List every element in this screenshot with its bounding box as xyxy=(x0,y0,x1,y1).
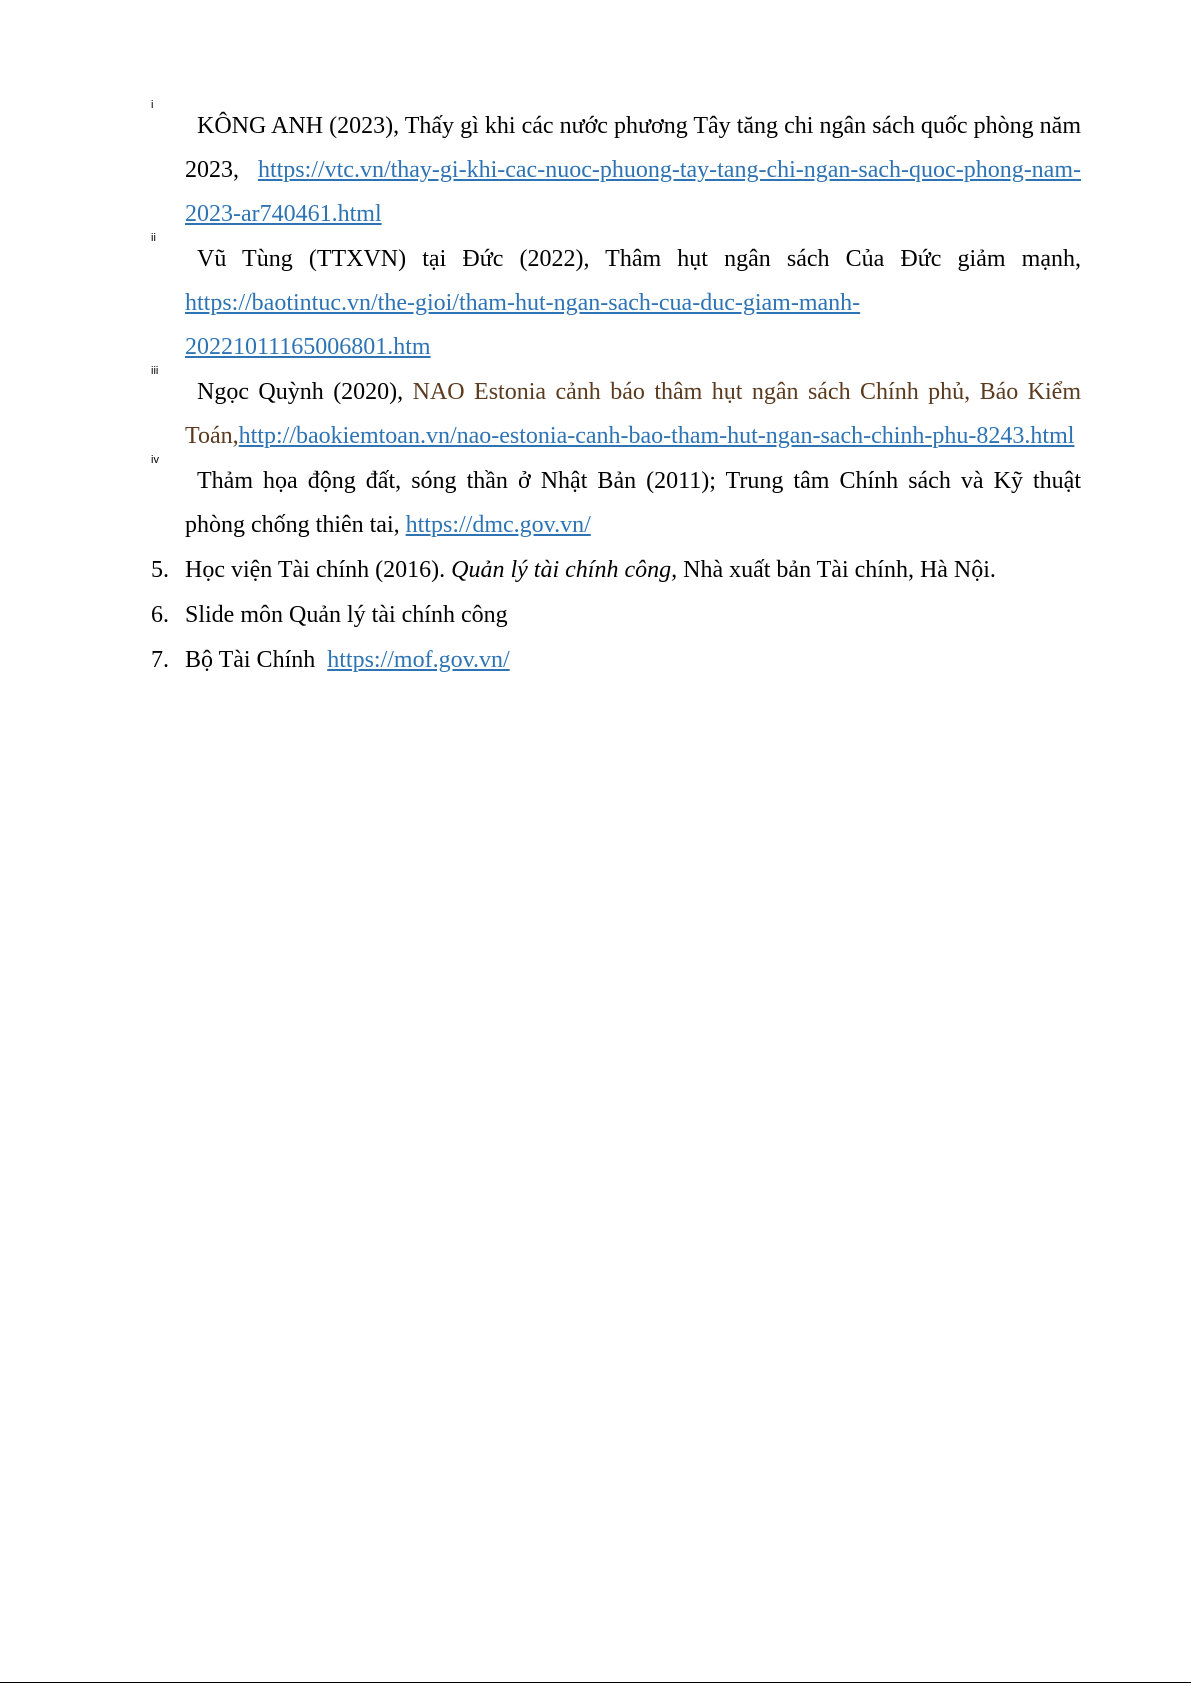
endnote-article-title: NAO Estonia cảnh báo thâm hụt ngân sách Chính phủ, Báo Kiểm Toán, xyxy=(185,379,1081,449)
endnote-link[interactable]: https://dmc.gov.vn/ xyxy=(405,512,591,538)
references-section xyxy=(151,99,1081,683)
endnote-link[interactable]: https://baotintuc.vn/the-gioi/tham-hut-ngan-sach-cua-duc-giam-manh-20221011165006801.htm xyxy=(185,290,861,360)
endnote-author: Ngọc Quỳnh (2020), xyxy=(197,379,413,405)
endnote-iii xyxy=(151,365,1081,458)
endnote-marker: ii xyxy=(151,232,156,244)
reference-book-title: Quản lý tài chính công, xyxy=(451,557,678,583)
endnote-marker: i xyxy=(151,99,154,111)
endnote-link[interactable]: http://baokiemtoan.vn/nao-estonia-canh-bao-tham-hut-ngan-sach-chinh-phu-8243.html xyxy=(238,423,1075,449)
endnote-marker: iii xyxy=(151,365,159,377)
reference-text: Học viện Tài chính (2016). xyxy=(185,557,452,583)
endnote-marker: iv xyxy=(151,454,159,466)
reference-text: Bộ Tài Chính xyxy=(185,647,328,673)
endnote-body xyxy=(185,104,1081,236)
page-bottom-rule xyxy=(0,1682,1191,1683)
reference-text: Slide môn Quản lý tài chính công xyxy=(185,602,508,628)
reference-item-5 xyxy=(151,548,1081,592)
reference-item-7 xyxy=(151,638,1081,682)
reference-publisher: Nhà xuất bản Tài chính, Hà Nội. xyxy=(677,557,996,583)
endnote-text: KÔNG ANH (2023), Thấy gì khi các nước phương Tây tăng chi ngân sách quốc phòng năm 2023, xyxy=(185,113,1081,183)
endnote-body xyxy=(185,459,1081,547)
reference-link[interactable]: https://mof.gov.vn/ xyxy=(327,647,510,673)
endnote-ii xyxy=(151,232,1081,369)
reference-number: 5. xyxy=(151,557,169,583)
reference-number: 7. xyxy=(151,647,169,673)
endnote-link[interactable]: https://vtc.vn/thay-gi-khi-cac-nuoc-phuong-tay-tang-chi-ngan-sach-quoc-phong-nam-2023-ar740461.html xyxy=(185,157,1081,227)
endnote-text: Vũ Tùng (TTXVN) tại Đức (2022), Thâm hụt ngân sách Của Đức giảm mạnh, xyxy=(197,246,1081,272)
endnote-i xyxy=(151,99,1081,236)
endnote-body xyxy=(185,237,1081,369)
reference-number: 6. xyxy=(151,602,169,628)
endnote-text: Thảm họa động đất, sóng thần ở Nhật Bản (2011); Trung tâm Chính sách và Kỹ thuật phòng chống thiên tai, xyxy=(185,468,1081,538)
endnote-iv xyxy=(151,454,1081,547)
endnote-body xyxy=(185,370,1081,458)
reference-item-6 xyxy=(151,593,1081,637)
